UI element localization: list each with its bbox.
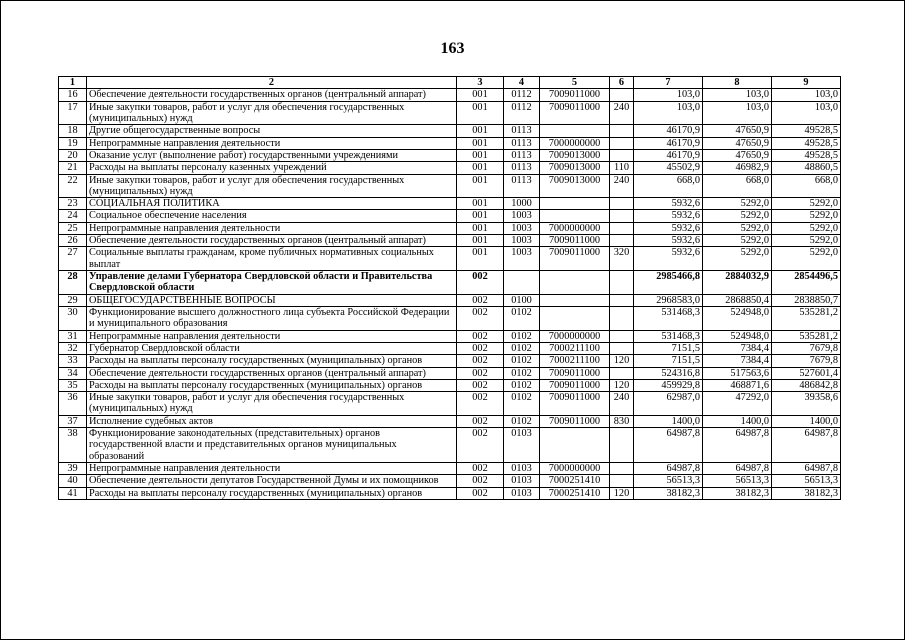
target-article-cell: 7009011000 [540, 392, 610, 416]
amount-cell-col8: 47650,9 [703, 149, 772, 161]
table-row [59, 342, 841, 354]
table-row [59, 271, 841, 295]
table-row [59, 125, 841, 137]
section-code-cell: 0102 [504, 379, 540, 391]
row-number-cell: 31 [59, 330, 87, 342]
row-name-cell: Губернатор Свердловской области [87, 342, 457, 354]
amount-cell-col7: 56513,3 [634, 475, 703, 487]
row-number-cell: 36 [59, 392, 87, 416]
expense-type-cell: 320 [610, 247, 634, 271]
expense-type-cell [610, 463, 634, 475]
section-code-cell: 0113 [504, 125, 540, 137]
section-code-cell: 0113 [504, 137, 540, 149]
target-article-cell [540, 428, 610, 463]
amount-cell-col9: 5292,0 [772, 235, 841, 247]
expense-type-cell: 240 [610, 174, 634, 198]
expense-type-cell [610, 137, 634, 149]
table-row [59, 415, 841, 427]
amount-cell-col8: 7384,4 [703, 355, 772, 367]
ministry-code-cell: 002 [457, 355, 504, 367]
amount-cell-col8: 5292,0 [703, 198, 772, 210]
section-code-cell: 0102 [504, 330, 540, 342]
column-header: 3 [457, 77, 504, 89]
row-name-cell: Непрограммные направления деятельности [87, 137, 457, 149]
row-name-cell: Обеспечение деятельности государственных органов (центральный аппарат) [87, 89, 457, 101]
expense-type-cell [610, 294, 634, 306]
row-number-cell: 27 [59, 247, 87, 271]
column-header: 8 [703, 77, 772, 89]
section-code-cell: 1000 [504, 198, 540, 210]
expense-type-cell [610, 198, 634, 210]
amount-cell-col8: 103,0 [703, 101, 772, 125]
ministry-code-cell: 002 [457, 487, 504, 499]
amount-cell-col7: 38182,3 [634, 487, 703, 499]
table-row [59, 294, 841, 306]
table-row [59, 174, 841, 198]
row-name-cell: ОБЩЕГОСУДАРСТВЕННЫЕ ВОПРОСЫ [87, 294, 457, 306]
table-row [59, 210, 841, 222]
expense-type-cell: 110 [610, 162, 634, 174]
section-code-cell: 0102 [504, 306, 540, 330]
row-name-cell: Непрограммные направления деятельности [87, 330, 457, 342]
amount-cell-col7: 524316,8 [634, 367, 703, 379]
amount-cell-col7: 1400,0 [634, 415, 703, 427]
row-number-cell: 25 [59, 222, 87, 234]
table-row [59, 428, 841, 463]
amount-cell-col9: 7679,8 [772, 355, 841, 367]
target-article-cell: 7000251410 [540, 475, 610, 487]
target-article-cell: 7009011000 [540, 89, 610, 101]
amount-cell-col7: 7151,5 [634, 355, 703, 367]
target-article-cell: 7009013000 [540, 162, 610, 174]
table-body [59, 89, 841, 500]
ministry-code-cell: 002 [457, 330, 504, 342]
target-article-cell [540, 125, 610, 137]
table-header-row [59, 77, 841, 89]
amount-cell-col9: 49528,5 [772, 149, 841, 161]
row-number-cell: 28 [59, 271, 87, 295]
amount-cell-col7: 64987,8 [634, 428, 703, 463]
amount-cell-col8: 1400,0 [703, 415, 772, 427]
amount-cell-col7: 46170,9 [634, 137, 703, 149]
row-name-cell: Социальные выплаты гражданам, кроме публичных нормативных социальных выплат [87, 247, 457, 271]
amount-cell-col7: 5932,6 [634, 198, 703, 210]
amount-cell-col7: 7151,5 [634, 342, 703, 354]
amount-cell-col8: 64987,8 [703, 428, 772, 463]
expense-type-cell [610, 210, 634, 222]
amount-cell-col8: 2884032,9 [703, 271, 772, 295]
target-article-cell [540, 271, 610, 295]
section-code-cell: 0102 [504, 367, 540, 379]
table-row [59, 306, 841, 330]
amount-cell-col8: 468871,6 [703, 379, 772, 391]
row-number-cell: 18 [59, 125, 87, 137]
amount-cell-col8: 38182,3 [703, 487, 772, 499]
ministry-code-cell: 001 [457, 247, 504, 271]
column-header: 6 [610, 77, 634, 89]
amount-cell-col9: 5292,0 [772, 222, 841, 234]
expense-type-cell [610, 342, 634, 354]
row-number-cell: 22 [59, 174, 87, 198]
row-name-cell: Функционирование законодательных (представительных) органов государственной власти и представительных органов муниципальных образований [87, 428, 457, 463]
amount-cell-col8: 668,0 [703, 174, 772, 198]
target-article-cell: 7000211100 [540, 355, 610, 367]
ministry-code-cell: 002 [457, 306, 504, 330]
expense-type-cell [610, 306, 634, 330]
amount-cell-col7: 46170,9 [634, 125, 703, 137]
budget-table [58, 76, 841, 500]
table-row [59, 487, 841, 499]
row-number-cell: 33 [59, 355, 87, 367]
amount-cell-col9: 5292,0 [772, 247, 841, 271]
ministry-code-cell: 001 [457, 198, 504, 210]
row-name-cell: Управление делами Губернатора Свердловской области и Правительства Свердловской области [87, 271, 457, 295]
amount-cell-col8: 47292,0 [703, 392, 772, 416]
amount-cell-col9: 49528,5 [772, 137, 841, 149]
ministry-code-cell: 001 [457, 235, 504, 247]
amount-cell-col9: 2838850,7 [772, 294, 841, 306]
row-name-cell: Функционирование высшего должностного лица субъекта Российской Федерации и муниципального образования [87, 306, 457, 330]
amount-cell-col9: 1400,0 [772, 415, 841, 427]
amount-cell-col8: 5292,0 [703, 247, 772, 271]
expense-type-cell [610, 222, 634, 234]
row-name-cell: Иные закупки товаров, работ и услуг для обеспечения государственных (муниципальных) нужд [87, 101, 457, 125]
row-name-cell: Расходы на выплаты персоналу государственных (муниципальных) органов [87, 355, 457, 367]
amount-cell-col8: 7384,4 [703, 342, 772, 354]
row-name-cell: Другие общегосударственные вопросы [87, 125, 457, 137]
amount-cell-col7: 5932,6 [634, 210, 703, 222]
ministry-code-cell: 001 [457, 149, 504, 161]
ministry-code-cell: 001 [457, 210, 504, 222]
section-code-cell: 0112 [504, 89, 540, 101]
row-number-cell: 41 [59, 487, 87, 499]
ministry-code-cell: 002 [457, 379, 504, 391]
row-name-cell: Исполнение судебных актов [87, 415, 457, 427]
expense-type-cell [610, 428, 634, 463]
target-article-cell [540, 198, 610, 210]
amount-cell-col9: 2854496,5 [772, 271, 841, 295]
target-article-cell: 7000251410 [540, 487, 610, 499]
column-header: 7 [634, 77, 703, 89]
expense-type-cell [610, 235, 634, 247]
amount-cell-col7: 2985466,8 [634, 271, 703, 295]
amount-cell-col9: 535281,2 [772, 330, 841, 342]
target-article-cell [540, 294, 610, 306]
row-name-cell: Обеспечение деятельности депутатов Государственной Думы и их помощников [87, 475, 457, 487]
table-row [59, 247, 841, 271]
table-row [59, 463, 841, 475]
row-name-cell: СОЦИАЛЬНАЯ ПОЛИТИКА [87, 198, 457, 210]
amount-cell-col8: 524948,0 [703, 330, 772, 342]
expense-type-cell [610, 89, 634, 101]
amount-cell-col9: 48860,5 [772, 162, 841, 174]
section-code-cell: 0102 [504, 342, 540, 354]
table-row [59, 392, 841, 416]
target-article-cell: 7009011000 [540, 367, 610, 379]
amount-cell-col8: 56513,3 [703, 475, 772, 487]
row-number-cell: 30 [59, 306, 87, 330]
ministry-code-cell: 002 [457, 475, 504, 487]
row-number-cell: 40 [59, 475, 87, 487]
row-number-cell: 19 [59, 137, 87, 149]
row-name-cell: Непрограммные направления деятельности [87, 222, 457, 234]
amount-cell-col9: 56513,3 [772, 475, 841, 487]
amount-cell-col9: 38182,3 [772, 487, 841, 499]
section-code-cell: 0113 [504, 162, 540, 174]
target-article-cell: 7009013000 [540, 174, 610, 198]
page-number: 163 [440, 40, 465, 57]
amount-cell-col7: 2968583,0 [634, 294, 703, 306]
expense-type-cell: 120 [610, 355, 634, 367]
row-number-cell: 34 [59, 367, 87, 379]
row-name-cell: Социальное обеспечение населения [87, 210, 457, 222]
column-header: 9 [772, 77, 841, 89]
row-name-cell: Обеспечение деятельности государственных органов (центральный аппарат) [87, 367, 457, 379]
row-number-cell: 38 [59, 428, 87, 463]
amount-cell-col7: 46170,9 [634, 149, 703, 161]
amount-cell-col7: 531468,3 [634, 330, 703, 342]
table-row [59, 222, 841, 234]
amount-cell-col7: 103,0 [634, 101, 703, 125]
amount-cell-col7: 668,0 [634, 174, 703, 198]
expense-type-cell: 240 [610, 101, 634, 125]
table-row [59, 475, 841, 487]
column-header: 5 [540, 77, 610, 89]
target-article-cell [540, 210, 610, 222]
section-code-cell [504, 271, 540, 295]
row-number-cell: 20 [59, 149, 87, 161]
ministry-code-cell: 002 [457, 428, 504, 463]
row-name-cell: Расходы на выплаты персоналу государственных (муниципальных) органов [87, 487, 457, 499]
section-code-cell: 1003 [504, 210, 540, 222]
table-row [59, 330, 841, 342]
amount-cell-col9: 5292,0 [772, 198, 841, 210]
amount-cell-col8: 46982,9 [703, 162, 772, 174]
target-article-cell: 7009011000 [540, 379, 610, 391]
table-row [59, 89, 841, 101]
target-article-cell: 7000000000 [540, 330, 610, 342]
table-row [59, 149, 841, 161]
ministry-code-cell: 002 [457, 392, 504, 416]
row-number-cell: 37 [59, 415, 87, 427]
table-row [59, 235, 841, 247]
expense-type-cell: 830 [610, 415, 634, 427]
table-row [59, 198, 841, 210]
target-article-cell: 7000000000 [540, 222, 610, 234]
ministry-code-cell: 001 [457, 137, 504, 149]
amount-cell-col7: 62987,0 [634, 392, 703, 416]
ministry-code-cell: 001 [457, 222, 504, 234]
amount-cell-col8: 5292,0 [703, 235, 772, 247]
ministry-code-cell: 002 [457, 367, 504, 379]
amount-cell-col8: 47650,9 [703, 125, 772, 137]
table-row [59, 137, 841, 149]
row-number-cell: 24 [59, 210, 87, 222]
row-number-cell: 21 [59, 162, 87, 174]
section-code-cell: 0103 [504, 487, 540, 499]
amount-cell-col9: 527601,4 [772, 367, 841, 379]
amount-cell-col8: 2868850,4 [703, 294, 772, 306]
table-row [59, 101, 841, 125]
row-number-cell: 35 [59, 379, 87, 391]
amount-cell-col8: 47650,9 [703, 137, 772, 149]
target-article-cell: 7009011000 [540, 415, 610, 427]
ministry-code-cell: 002 [457, 342, 504, 354]
amount-cell-col9: 49528,5 [772, 125, 841, 137]
section-code-cell: 0100 [504, 294, 540, 306]
amount-cell-col8: 103,0 [703, 89, 772, 101]
expense-type-cell [610, 125, 634, 137]
section-code-cell: 0102 [504, 415, 540, 427]
amount-cell-col9: 5292,0 [772, 210, 841, 222]
amount-cell-col7: 5932,6 [634, 247, 703, 271]
ministry-code-cell: 001 [457, 125, 504, 137]
amount-cell-col8: 5292,0 [703, 210, 772, 222]
column-header: 1 [59, 77, 87, 89]
section-code-cell: 0103 [504, 463, 540, 475]
ministry-code-cell: 001 [457, 101, 504, 125]
amount-cell-col9: 103,0 [772, 101, 841, 125]
ministry-code-cell: 002 [457, 271, 504, 295]
amount-cell-col7: 45502,9 [634, 162, 703, 174]
amount-cell-col7: 5932,6 [634, 222, 703, 234]
row-number-cell: 29 [59, 294, 87, 306]
ministry-code-cell: 002 [457, 294, 504, 306]
expense-type-cell [610, 149, 634, 161]
section-code-cell: 0102 [504, 355, 540, 367]
target-article-cell [540, 306, 610, 330]
row-name-cell: Расходы на выплаты персоналу государственных (муниципальных) органов [87, 379, 457, 391]
row-number-cell: 17 [59, 101, 87, 125]
amount-cell-col7: 103,0 [634, 89, 703, 101]
target-article-cell: 7000211100 [540, 342, 610, 354]
target-article-cell: 7009013000 [540, 149, 610, 161]
amount-cell-col8: 64987,8 [703, 463, 772, 475]
row-name-cell: Обеспечение деятельности государственных органов (центральный аппарат) [87, 235, 457, 247]
row-number-cell: 39 [59, 463, 87, 475]
target-article-cell: 7009011000 [540, 247, 610, 271]
expense-type-cell [610, 475, 634, 487]
table-row [59, 355, 841, 367]
table-row [59, 162, 841, 174]
amount-cell-col9: 7679,8 [772, 342, 841, 354]
target-article-cell: 7009011000 [540, 235, 610, 247]
ministry-code-cell: 001 [457, 174, 504, 198]
amount-cell-col9: 39358,6 [772, 392, 841, 416]
expense-type-cell: 120 [610, 379, 634, 391]
row-number-cell: 16 [59, 89, 87, 101]
expense-type-cell [610, 367, 634, 379]
ministry-code-cell: 001 [457, 162, 504, 174]
column-header: 2 [87, 77, 457, 89]
ministry-code-cell: 002 [457, 415, 504, 427]
column-header: 4 [504, 77, 540, 89]
row-name-cell: Оказание услуг (выполнение работ) государственными учреждениями [87, 149, 457, 161]
section-code-cell: 0113 [504, 149, 540, 161]
section-code-cell: 0103 [504, 475, 540, 487]
amount-cell-col7: 531468,3 [634, 306, 703, 330]
table-row [59, 367, 841, 379]
ministry-code-cell: 001 [457, 89, 504, 101]
amount-cell-col9: 535281,2 [772, 306, 841, 330]
row-name-cell: Расходы на выплаты персоналу казенных учреждений [87, 162, 457, 174]
amount-cell-col8: 517563,6 [703, 367, 772, 379]
amount-cell-col9: 103,0 [772, 89, 841, 101]
amount-cell-col9: 668,0 [772, 174, 841, 198]
amount-cell-col7: 64987,8 [634, 463, 703, 475]
target-article-cell: 7009011000 [540, 101, 610, 125]
section-code-cell: 1003 [504, 235, 540, 247]
amount-cell-col9: 64987,8 [772, 428, 841, 463]
row-name-cell: Иные закупки товаров, работ и услуг для обеспечения государственных (муниципальных) нужд [87, 174, 457, 198]
target-article-cell: 7000000000 [540, 137, 610, 149]
target-article-cell: 7000000000 [540, 463, 610, 475]
amount-cell-col7: 5932,6 [634, 235, 703, 247]
amount-cell-col9: 64987,8 [772, 463, 841, 475]
amount-cell-col8: 5292,0 [703, 222, 772, 234]
amount-cell-col8: 524948,0 [703, 306, 772, 330]
section-code-cell: 0113 [504, 174, 540, 198]
ministry-code-cell: 002 [457, 463, 504, 475]
section-code-cell: 0112 [504, 101, 540, 125]
expense-type-cell [610, 330, 634, 342]
section-code-cell: 1003 [504, 247, 540, 271]
expense-type-cell: 120 [610, 487, 634, 499]
amount-cell-col9: 486842,8 [772, 379, 841, 391]
row-number-cell: 26 [59, 235, 87, 247]
row-number-cell: 23 [59, 198, 87, 210]
expense-type-cell: 240 [610, 392, 634, 416]
section-code-cell: 1003 [504, 222, 540, 234]
table-row [59, 379, 841, 391]
section-code-cell: 0103 [504, 428, 540, 463]
row-number-cell: 32 [59, 342, 87, 354]
amount-cell-col7: 459929,8 [634, 379, 703, 391]
row-name-cell: Непрограммные направления деятельности [87, 463, 457, 475]
expense-type-cell [610, 271, 634, 295]
row-name-cell: Иные закупки товаров, работ и услуг для обеспечения государственных (муниципальных) нужд [87, 392, 457, 416]
section-code-cell: 0102 [504, 392, 540, 416]
